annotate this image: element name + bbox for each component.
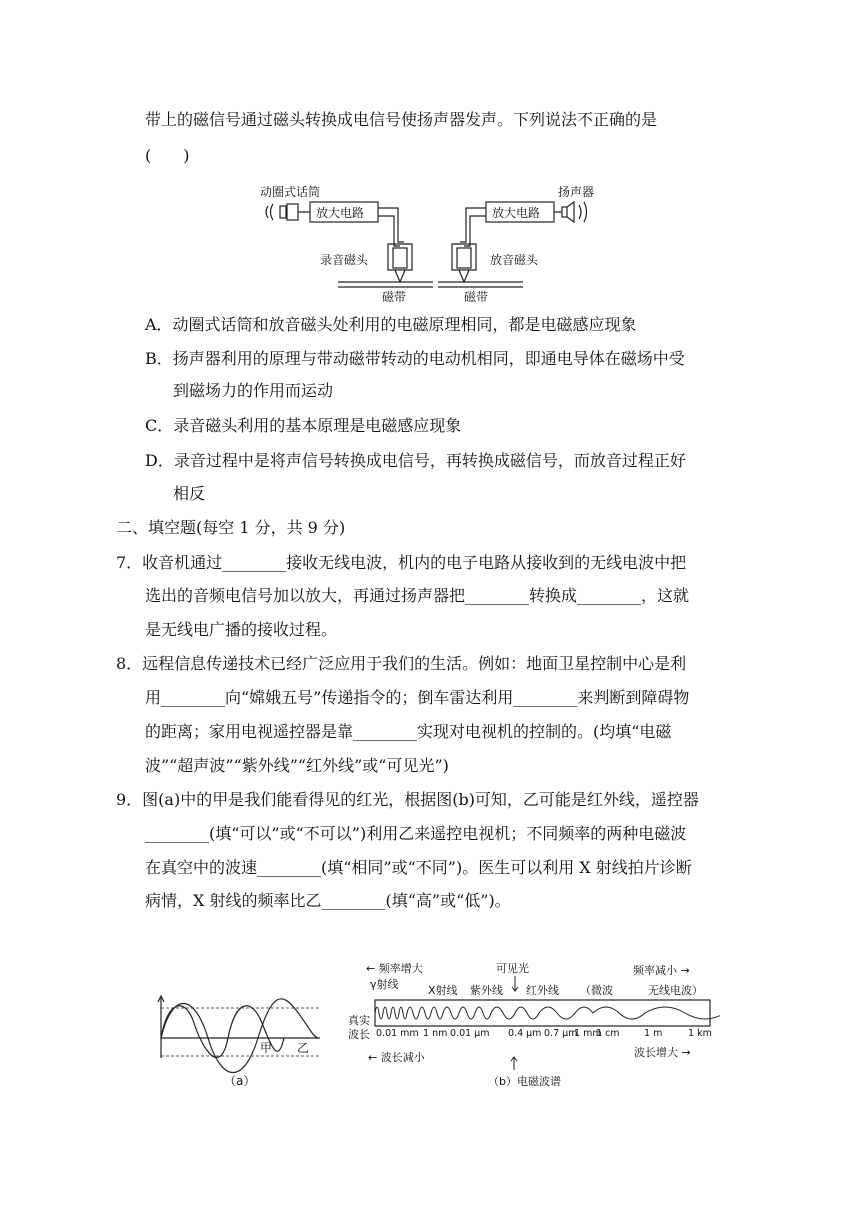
tick-label-5: 0.7 μm	[544, 1028, 578, 1039]
tick-label-2: 1 nm	[423, 1028, 448, 1039]
q8-line4: 波”“超声波”“紫外线”“红外线”或“可见光”)	[145, 756, 449, 775]
q6-stem-line2: ( )	[145, 146, 190, 165]
q6-option-d-line1: D．录音过程中是将声信号转换成电信号，再转换成磁信号，而放音过程正好	[145, 451, 686, 470]
amp-left-label: 放大电路	[316, 206, 365, 220]
q7-line2: 选出的音频电信号加以放大，再通过扬声器把________转换成________，这就	[145, 586, 690, 605]
tape-recorder-diagram	[258, 182, 598, 307]
ir-label: 红外线	[526, 984, 559, 997]
speaker-label: 扬声器	[558, 185, 595, 199]
tape-left-label: 磁带	[382, 290, 407, 304]
tick-label-1: 0.01 mm	[376, 1028, 419, 1039]
tape-right-label: 磁带	[464, 290, 489, 304]
real-wavelength-2: 波长	[348, 1028, 370, 1041]
tick-label-4: 0.4 μm	[508, 1028, 542, 1039]
freq-decrease-label: 频率减小 →	[633, 964, 690, 977]
q8-line2: 用________向“嫦娥五号”传递指令的；倒车雷达利用________来判断到障碍物	[145, 688, 690, 707]
label-yi: 乙	[297, 1041, 310, 1055]
label-jia: 甲	[260, 1041, 273, 1055]
mic-label: 动圈式话筒	[260, 185, 321, 199]
real-wavelength-1: 真实	[348, 1014, 370, 1027]
play-head-label: 放音磁头	[490, 253, 539, 267]
spectrum-wave	[375, 1007, 720, 1019]
wavelength-increase-label: 波长增大 →	[634, 1046, 691, 1059]
figure-a-caption: （a）	[224, 1074, 256, 1088]
q6-option-c: C．录音磁头利用的基本原理是电磁感应现象	[145, 416, 462, 435]
q6-option-b-line2: 到磁场力的作用而运动	[173, 381, 334, 400]
gamma-label: γ射线	[370, 978, 399, 991]
section-heading: 二、填空题(每空 1 分，共 9 分)	[116, 518, 346, 537]
q6-option-b-line1: B．扬声器利用的原理与带动磁带转动的电动机相同，即通电导体在磁场中受	[145, 349, 685, 368]
q6-stem-line1: 带上的磁信号通过磁头转换成电信号使扬声器发声。下列说法不正确的是	[145, 110, 658, 129]
record-head-label: 录音磁头	[320, 253, 369, 267]
tick-label-6: 1 mm	[574, 1028, 602, 1039]
amp-right-label: 放大电路	[492, 206, 541, 220]
q9-line2: ________(填“可以”或“不可以”)利用乙来遥控电视机；不同频率的两种电磁波	[145, 824, 687, 843]
tick-label-8: 1 m	[644, 1028, 663, 1039]
q7-line1: 7．收音机通过________接收无线电波，机内的电子电路从接收到的无线电波中把	[116, 553, 687, 572]
q7-line3: 是无线电广播的接收过程。	[145, 620, 338, 639]
tick-label-7: 1 cm	[596, 1028, 620, 1039]
tick-label-9: 1 km	[688, 1028, 712, 1039]
uv-label: 紫外线	[470, 984, 503, 997]
q9-line4: 病情，X 射线的频率比乙________(填“高”或“低”)。	[145, 891, 511, 910]
figure-a-waves	[152, 990, 327, 1090]
figure-b-caption: （b）电磁波谱	[488, 1075, 561, 1088]
freq-increase-label: ← 频率增大	[366, 962, 423, 975]
q6-option-a: A．动圈式话筒和放音磁头处利用的电磁原理相同，都是电磁感应现象	[145, 315, 637, 334]
visible-light-label: 可见光	[496, 962, 529, 975]
q6-option-d-line2: 相反	[173, 484, 206, 503]
xray-label: X射线	[428, 984, 458, 997]
microwave-label: （微波	[580, 984, 613, 997]
q9-line3: 在真空中的波速________(填“相同”或“不同”)。医生可以利用 X 射线拍片诊断	[145, 858, 692, 877]
wavelength-decrease-label: ← 波长减小	[368, 1051, 425, 1064]
tick-label-3: 0.01 μm	[450, 1028, 490, 1039]
q8-line3: 的距离；家用电视遥控器是靠________实现对电视机的控制的。(均填“电磁	[145, 722, 672, 741]
figure-b-spectrum	[348, 958, 720, 1098]
q9-line1: 9．图(a)中的甲是我们能看得见的红光，根据图(b)可知，乙可能是红外线，遥控器	[116, 790, 699, 809]
radio-label: 无线电波）	[648, 984, 703, 997]
q8-line1: 8．远程信息传递技术已经广泛应用于我们的生活。例如：地面卫星控制中心是利	[116, 654, 687, 673]
